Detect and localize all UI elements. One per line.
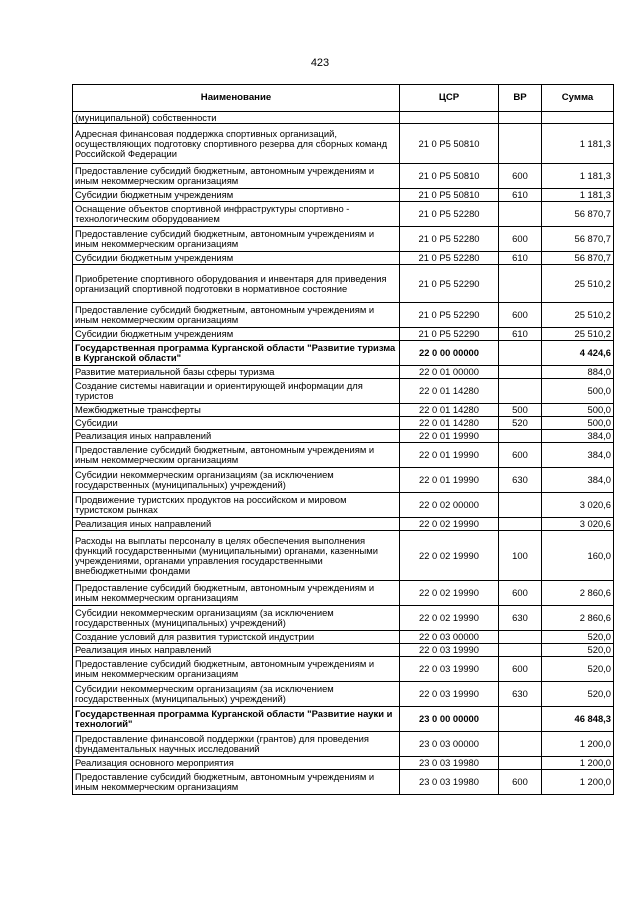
row-csr-cell: 23 0 03 19980 xyxy=(400,770,499,795)
table-row xyxy=(73,303,614,328)
row-csr-cell: 22 0 02 19990 xyxy=(400,581,499,606)
row-name-cell: Предоставление финансовой поддержки (грантов) для проведения фундаментальных научных исследований xyxy=(73,732,400,757)
row-csr-cell: 22 0 02 19990 xyxy=(400,531,499,581)
row-sum-cell: 1 181,3 xyxy=(542,164,614,189)
table-row xyxy=(73,757,614,770)
row-csr-cell: 22 0 01 00000 xyxy=(400,366,499,379)
row-csr-cell: 22 0 01 14280 xyxy=(400,404,499,417)
row-csr-cell: 22 0 01 19990 xyxy=(400,468,499,493)
row-name-cell: Создание системы навигации и ориентирующей информации для туристов xyxy=(73,379,400,404)
row-name-cell: Государственная программа Курганской области "Развитие туризма в Курганской области" xyxy=(73,341,400,366)
row-name-cell: Адресная финансовая поддержка спортивных организаций, осуществляющих подготовку спортивного резерва для сборных команд Российской Федерации xyxy=(73,124,400,164)
row-sum-cell: 520,0 xyxy=(542,644,614,657)
row-sum-cell: 884,0 xyxy=(542,366,614,379)
row-name-cell: Реализация иных направлений xyxy=(73,430,400,443)
table-row xyxy=(73,404,614,417)
row-name-cell: Реализация иных направлений xyxy=(73,644,400,657)
row-sum-cell: 500,0 xyxy=(542,379,614,404)
table-row xyxy=(73,112,614,124)
row-csr-cell: 21 0 P5 52290 xyxy=(400,265,499,303)
row-vr-cell xyxy=(499,732,542,757)
row-csr-cell xyxy=(400,112,499,124)
row-csr-cell: 22 0 03 19990 xyxy=(400,682,499,707)
row-csr-cell: 21 0 P5 50810 xyxy=(400,189,499,202)
row-csr-cell: 21 0 P5 52280 xyxy=(400,202,499,227)
row-csr-cell: 21 0 P5 52290 xyxy=(400,303,499,328)
row-name-cell: Приобретение спортивного оборудования и инвентаря для приведения организаций спортивной подготовки в нормативное состояние xyxy=(73,265,400,303)
row-csr-cell: 21 0 P5 52280 xyxy=(400,252,499,265)
row-name-cell: Межбюджетные трансферты xyxy=(73,404,400,417)
row-vr-cell: 610 xyxy=(499,328,542,341)
row-sum-cell: 56 870,7 xyxy=(542,202,614,227)
table-row xyxy=(73,430,614,443)
row-name-cell: Субсидии бюджетным учреждениям xyxy=(73,328,400,341)
row-sum-cell: 500,0 xyxy=(542,404,614,417)
row-name-cell: Предоставление субсидий бюджетным, автономным учреждениям и иным некоммерческим организациям xyxy=(73,227,400,252)
row-name-cell: Предоставление субсидий бюджетным, автономным учреждениям и иным некоммерческим организациям xyxy=(73,581,400,606)
row-name-cell: Реализация иных направлений xyxy=(73,518,400,531)
row-csr-cell: 21 0 P5 52290 xyxy=(400,328,499,341)
table-row xyxy=(73,644,614,657)
row-sum-cell: 25 510,2 xyxy=(542,328,614,341)
table-row xyxy=(73,682,614,707)
row-vr-cell: 600 xyxy=(499,164,542,189)
table-row xyxy=(73,657,614,682)
row-sum-cell: 56 870,7 xyxy=(542,227,614,252)
row-vr-cell: 520 xyxy=(499,417,542,430)
row-name-cell: Субсидии некоммерческим организациям (за исключением государственных (муниципальных) учреждений) xyxy=(73,606,400,631)
row-vr-cell xyxy=(499,379,542,404)
row-vr-cell xyxy=(499,644,542,657)
row-vr-cell xyxy=(499,631,542,644)
row-sum-cell: 520,0 xyxy=(542,631,614,644)
table-row xyxy=(73,468,614,493)
row-vr-cell xyxy=(499,757,542,770)
table-row xyxy=(73,124,614,164)
row-name-cell: Создание условий для развития туристской индустрии xyxy=(73,631,400,644)
row-vr-cell: 630 xyxy=(499,682,542,707)
table-row xyxy=(73,227,614,252)
row-csr-cell: 22 0 02 19990 xyxy=(400,606,499,631)
row-csr-cell: 22 0 03 19990 xyxy=(400,644,499,657)
table-row xyxy=(73,366,614,379)
table-row xyxy=(73,417,614,430)
header-sum: Сумма xyxy=(542,85,614,112)
table-row xyxy=(73,518,614,531)
row-sum-cell: 1 200,0 xyxy=(542,732,614,757)
row-vr-cell xyxy=(499,265,542,303)
table-row xyxy=(73,341,614,366)
row-sum-cell: 1 181,3 xyxy=(542,189,614,202)
table-row xyxy=(73,164,614,189)
row-csr-cell: 21 0 P5 52280 xyxy=(400,227,499,252)
row-sum-cell xyxy=(542,112,614,124)
row-sum-cell: 25 510,2 xyxy=(542,303,614,328)
table-row xyxy=(73,531,614,581)
row-sum-cell: 500,0 xyxy=(542,417,614,430)
row-csr-cell: 21 0 P5 50810 xyxy=(400,124,499,164)
row-csr-cell: 22 0 03 19990 xyxy=(400,657,499,682)
row-vr-cell: 100 xyxy=(499,531,542,581)
row-sum-cell: 1 200,0 xyxy=(542,770,614,795)
row-vr-cell: 600 xyxy=(499,303,542,328)
row-csr-cell: 22 0 01 14280 xyxy=(400,417,499,430)
row-csr-cell: 22 0 02 19990 xyxy=(400,518,499,531)
table-row xyxy=(73,202,614,227)
row-name-cell: Предоставление субсидий бюджетным, автономным учреждениям и иным некоммерческим организациям xyxy=(73,657,400,682)
row-vr-cell: 610 xyxy=(499,189,542,202)
table-row xyxy=(73,189,614,202)
row-vr-cell: 600 xyxy=(499,657,542,682)
row-csr-cell: 22 0 01 19990 xyxy=(400,430,499,443)
row-vr-cell: 600 xyxy=(499,227,542,252)
row-vr-cell xyxy=(499,707,542,732)
row-name-cell: Субсидии бюджетным учреждениям xyxy=(73,189,400,202)
row-vr-cell: 600 xyxy=(499,770,542,795)
table-row xyxy=(73,493,614,518)
row-vr-cell xyxy=(499,341,542,366)
table-row xyxy=(73,606,614,631)
header-vr: ВР xyxy=(499,85,542,112)
table-row xyxy=(73,265,614,303)
row-name-cell: Реализация основного мероприятия xyxy=(73,757,400,770)
row-vr-cell xyxy=(499,518,542,531)
table-row xyxy=(73,707,614,732)
row-name-cell: Предоставление субсидий бюджетным, автономным учреждениям и иным некоммерческим организациям xyxy=(73,303,400,328)
table-row xyxy=(73,443,614,468)
table-row xyxy=(73,379,614,404)
row-csr-cell: 22 0 01 19990 xyxy=(400,443,499,468)
row-sum-cell: 520,0 xyxy=(542,657,614,682)
header-csr: ЦСР xyxy=(400,85,499,112)
row-sum-cell: 384,0 xyxy=(542,430,614,443)
row-sum-cell: 25 510,2 xyxy=(542,265,614,303)
row-csr-cell: 22 0 03 00000 xyxy=(400,631,499,644)
row-sum-cell: 2 860,6 xyxy=(542,606,614,631)
row-name-cell: (муниципальной) собственности xyxy=(73,112,400,124)
row-sum-cell: 384,0 xyxy=(542,468,614,493)
table-body xyxy=(73,112,614,795)
row-vr-cell: 610 xyxy=(499,252,542,265)
row-vr-cell xyxy=(499,112,542,124)
row-vr-cell: 630 xyxy=(499,606,542,631)
row-name-cell: Расходы на выплаты персоналу в целях обеспечения выполнения функций государственными (муниципальными) органами, казенными учреждениями, органами управления государственными внебюджетными фондами xyxy=(73,531,400,581)
row-vr-cell xyxy=(499,124,542,164)
row-sum-cell: 3 020,6 xyxy=(542,493,614,518)
row-csr-cell: 22 0 02 00000 xyxy=(400,493,499,518)
row-sum-cell: 1 181,3 xyxy=(542,124,614,164)
row-sum-cell: 520,0 xyxy=(542,682,614,707)
row-sum-cell: 2 860,6 xyxy=(542,581,614,606)
row-name-cell: Продвижение туристских продуктов на российском и мировом туристском рынках xyxy=(73,493,400,518)
table-row xyxy=(73,328,614,341)
row-vr-cell: 600 xyxy=(499,581,542,606)
row-name-cell: Субсидии xyxy=(73,417,400,430)
row-name-cell: Предоставление субсидий бюджетным, автономным учреждениям и иным некоммерческим организациям xyxy=(73,443,400,468)
budget-table xyxy=(72,84,614,795)
row-sum-cell: 56 870,7 xyxy=(542,252,614,265)
row-csr-cell: 22 0 00 00000 xyxy=(400,341,499,366)
row-sum-cell: 3 020,6 xyxy=(542,518,614,531)
table-row xyxy=(73,770,614,795)
row-vr-cell: 600 xyxy=(499,443,542,468)
page-number: 423 xyxy=(310,57,330,69)
row-vr-cell xyxy=(499,430,542,443)
row-sum-cell: 384,0 xyxy=(542,443,614,468)
table-row xyxy=(73,252,614,265)
row-vr-cell: 630 xyxy=(499,468,542,493)
row-name-cell: Предоставление субсидий бюджетным, автономным учреждениям и иным некоммерческим организациям xyxy=(73,770,400,795)
row-csr-cell: 23 0 03 00000 xyxy=(400,732,499,757)
row-vr-cell: 500 xyxy=(499,404,542,417)
row-name-cell: Государственная программа Курганской области "Развитие науки и технологий" xyxy=(73,707,400,732)
header-name: Наименование xyxy=(73,85,400,112)
row-sum-cell: 46 848,3 xyxy=(542,707,614,732)
row-name-cell: Субсидии некоммерческим организациям (за исключением государственных (муниципальных) учреждений) xyxy=(73,682,400,707)
row-csr-cell: 22 0 01 14280 xyxy=(400,379,499,404)
row-vr-cell xyxy=(499,202,542,227)
row-name-cell: Развитие материальной базы сферы туризма xyxy=(73,366,400,379)
row-name-cell: Субсидии некоммерческим организациям (за исключением государственных (муниципальных) учреждений) xyxy=(73,468,400,493)
row-name-cell: Оснащение объектов спортивной инфраструктуры спортивно - технологическим оборудованием xyxy=(73,202,400,227)
row-sum-cell: 4 424,6 xyxy=(542,341,614,366)
row-csr-cell: 23 0 00 00000 xyxy=(400,707,499,732)
table-row xyxy=(73,631,614,644)
row-sum-cell: 160,0 xyxy=(542,531,614,581)
row-csr-cell: 21 0 P5 50810 xyxy=(400,164,499,189)
row-name-cell: Предоставление субсидий бюджетным, автономным учреждениям и иным некоммерческим организациям xyxy=(73,164,400,189)
row-vr-cell xyxy=(499,366,542,379)
row-csr-cell: 23 0 03 19980 xyxy=(400,757,499,770)
table-row xyxy=(73,732,614,757)
table-header-row xyxy=(73,85,614,112)
row-vr-cell xyxy=(499,493,542,518)
row-name-cell: Субсидии бюджетным учреждениям xyxy=(73,252,400,265)
row-sum-cell: 1 200,0 xyxy=(542,757,614,770)
table-row xyxy=(73,581,614,606)
